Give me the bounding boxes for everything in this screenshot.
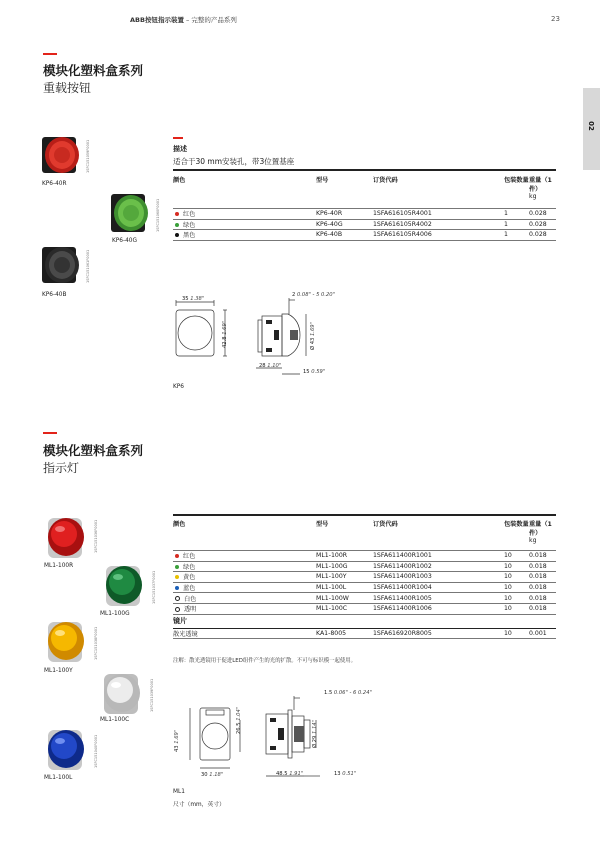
- ml1-100c-code: 1SFC151039F0001: [150, 678, 154, 712]
- dim-ml1-30: 30 1.18": [201, 772, 224, 778]
- table-row: 透明 ML1-100C 1SFA611400R1006 10 0.018: [173, 603, 556, 614]
- dim-ml1-485: 48.5 1.91": [276, 771, 304, 777]
- kp6-40r-label: KP6-40R: [42, 181, 67, 187]
- chapter-tab-label: 02: [586, 121, 595, 131]
- table-row: 红色 KP6-40R 1SFA616105R4001 1 0.028: [173, 209, 556, 220]
- kp6-40b-image: [40, 243, 80, 287]
- dim-ml1-43: 43 1.69": [174, 729, 180, 752]
- ml1-100l-image: [42, 724, 88, 774]
- ml1-100y-image: [42, 616, 88, 666]
- section1-accent: [43, 53, 57, 55]
- kp6-drawing-label: KP6: [173, 384, 184, 390]
- section2-accent: [43, 432, 57, 434]
- dim-ml1-gap: 1.5 0.06" - 6 0.24": [324, 690, 372, 696]
- table-row: 绿色 KP6-40G 1SFA616105R4002 1 0.028: [173, 219, 556, 230]
- ml1-100g-image: [100, 560, 146, 610]
- color-dot-icon: [175, 607, 180, 612]
- kp6-40b-code: 1SFC151061F0001: [86, 249, 90, 283]
- table-row: 红色 ML1-100R 1SFA611400R1001 10 0.018: [173, 551, 556, 562]
- kp6-40b-label: KP6-40B: [42, 292, 67, 298]
- color-dot-icon: [175, 586, 179, 590]
- dim-ml1-265: 26.5 1.04": [236, 706, 242, 734]
- table-header: 颜色 型号 订货代码 包装数量 重量（1件） kg: [173, 177, 552, 200]
- dim-28: 28 1.10": [259, 363, 282, 369]
- color-dot-icon: [175, 575, 179, 579]
- ml1-100r-label: ML1-100R: [44, 563, 74, 569]
- color-dot-icon: [175, 596, 180, 601]
- dim-35: 35 1.38": [182, 296, 205, 302]
- kp6-40r-image: [40, 133, 80, 177]
- ml1-100r-image: [42, 512, 88, 562]
- ml1-100r-code: 1SFC151036F0001: [94, 519, 98, 553]
- table-row: 黄色 ML1-100Y 1SFA611400R1003 10 0.018: [173, 572, 556, 583]
- ml1-100g-label: ML1-100G: [100, 611, 130, 617]
- table-row: 白色 ML1-100W 1SFA611400R1005 10 0.018: [173, 593, 556, 604]
- ml1-100g-code: 1SFC151037F0001: [152, 570, 156, 604]
- desc-text: 适合于30 mm安装孔，带3位置基座: [173, 157, 295, 166]
- ml1-drawing-label: ML1: [173, 789, 185, 795]
- table1-top-rule: [173, 169, 556, 171]
- table-header: 颜色 型号 订货代码 包装数量 重量（1件） kg: [173, 521, 552, 544]
- section1-title: 模块化塑料盒系列: [43, 63, 144, 78]
- ml1-100c-label: ML1-100C: [100, 717, 130, 723]
- dim-15: 15 0.59": [303, 369, 326, 375]
- dim-ml1-13: 13 0.51": [334, 771, 357, 777]
- desc-title: 描述: [173, 145, 187, 153]
- lens-note: 注解：散光透镜用于促进LED组件产生的光的扩散。不可与标识模一起使用。: [173, 658, 357, 664]
- units-note: 尺寸（mm，英寸）: [173, 802, 225, 808]
- kp6-40g-label: KP6-40G: [112, 238, 137, 244]
- table2-top-rule: [173, 514, 556, 516]
- running-header: ABB按钮指示装置 – 完整的产品系列: [130, 16, 237, 24]
- ml1-100y-code: 1SFC151038F0001: [94, 626, 98, 660]
- ml1-table: [173, 519, 556, 639]
- page-number: 23: [551, 15, 560, 23]
- kp6-40g-image: [109, 190, 149, 236]
- dim-gap: 2 0.08" - 5 0.20": [292, 292, 335, 298]
- kp6-table: [173, 175, 556, 241]
- kp6-40r-code: 1SFC151059F0001: [86, 139, 90, 173]
- dim-ml1-29: Ø 29 1.14": [312, 720, 318, 748]
- table-row: 黑色 KP6-40B 1SFA616105R4006 1 0.028: [173, 230, 556, 241]
- dim-43: Ø 43 1.69": [310, 322, 316, 350]
- section2-subtitle: 指示灯: [43, 461, 80, 475]
- ml1-100y-label: ML1-100Y: [44, 668, 73, 674]
- color-dot-icon: [175, 223, 179, 227]
- color-dot-icon: [175, 233, 179, 237]
- section2-title: 模块化塑料盒系列: [43, 443, 144, 458]
- ml1-100l-label: ML1-100L: [44, 775, 73, 781]
- color-dot-icon: [175, 565, 179, 569]
- ml1-100l-code: 1SFC151040F0001: [94, 734, 98, 768]
- desc-accent: [173, 137, 183, 139]
- ml1-100c-image: [98, 668, 144, 718]
- kp6-40g-code: 1SFC151060F0001: [156, 198, 160, 232]
- color-dot-icon: [175, 554, 179, 558]
- lens-title-row: 镜片: [173, 614, 556, 628]
- section1-subtitle: 重载按钮: [43, 81, 92, 95]
- table-row: 散光透镜 KA1-8005 1SFA616920R8005 10 0.001: [173, 628, 556, 639]
- table-row: 绿色 ML1-100G 1SFA611400R1002 10 0.018: [173, 561, 556, 572]
- table-row: 蓝色 ML1-100L 1SFA611400R1004 10 0.018: [173, 582, 556, 593]
- dim-42: 42.8 1.69": [222, 320, 228, 348]
- color-dot-icon: [175, 212, 179, 216]
